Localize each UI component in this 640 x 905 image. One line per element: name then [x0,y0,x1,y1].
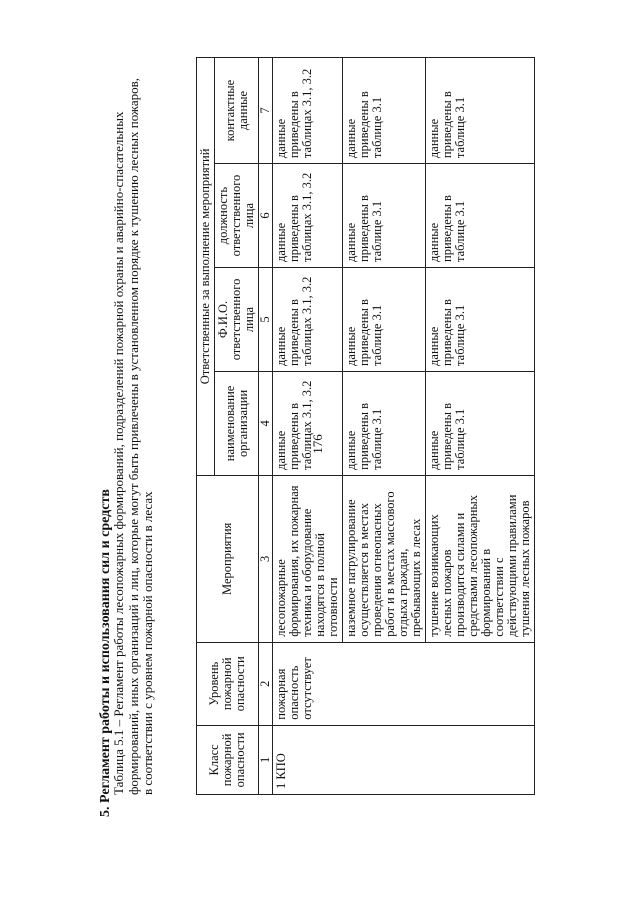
measure-cell: тушение возникающих лесных пожаров производится силами и средствами лесопожарных формирований в соответствии с действующими правилами тушения лесных пожаров [426,475,535,642]
column-number-row [259,58,273,795]
header-fio: Ф.И.О. ответственного лица [215,268,259,372]
col-num: 1 [259,725,273,794]
header-org: наименование организации [215,371,259,475]
header-position: должность ответственного лица [215,164,259,268]
col-num: 7 [259,58,273,164]
measure-cell: лесопожарные формирования, их пожарная техника и оборудование находятся в полной готовности [273,475,343,642]
org-cell: данные приведены в таблицах 3.1, 3.2 [273,371,343,475]
org-cell: данные приведены в таблице 3.1 [426,371,535,475]
contacts-cell: данные приведены в таблицах 3.1, 3.2 [273,58,343,164]
fio-cell: данные приведены в таблице 3.1 [426,268,535,372]
header-measures: Мероприятия [197,475,259,642]
col-num: 6 [259,164,273,268]
col-num: 3 [259,475,273,642]
position-cell: данные приведены в таблице 3.1 [343,164,426,268]
fio-cell: данные приведены в таблице 3.1 [343,268,426,372]
page-number: 176 [309,434,325,454]
table-caption: Таблица 5.1 – Регламент работы лесопожарных формирований, подразделений пожарной охраны и аварийно-спасательных формирований, иных организаций и лиц, которые могут быть привлечены в установленном порядке к тушению лесных пожаров, в соответствии с уровнем пожарной опасности в лесах [111,77,155,795]
level-cell: пожарная опасность отсутствует [273,642,535,725]
measure-cell: наземное патрулирование осуществляется в местах проведения огнеопасных работ и в местах массового отдыха граждан, пребывающих в лесах [343,475,426,642]
class-cell: 1 КПО [273,725,535,794]
org-cell: данные приведены в таблице 3.1 [343,371,426,475]
col-num: 5 [259,268,273,372]
contacts-cell: данные приведены в таблице 3.1 [343,58,426,164]
header-level: Уровень пожарной опасности [197,642,259,725]
fio-cell: данные приведены в таблицах 3.1, 3.2 [273,268,343,372]
header-contacts: контактные данные [215,58,259,164]
col-num: 2 [259,642,273,725]
position-cell: данные приведены в таблицах 3.1, 3.2 [273,164,343,268]
contacts-cell: данные приведены в таблице 3.1 [426,58,535,164]
section-heading: 5. Регламент работы и использования сил и средств [98,489,113,817]
header-responsible: Ответственные за выполнение мероприятий [197,58,215,476]
regulation-table [196,57,535,795]
table-row [273,58,343,795]
position-cell: данные приведены в таблице 3.1 [426,164,535,268]
col-num: 4 [259,371,273,475]
table-header-row [197,58,215,795]
header-class: Класс пожарной опасности [197,725,259,794]
